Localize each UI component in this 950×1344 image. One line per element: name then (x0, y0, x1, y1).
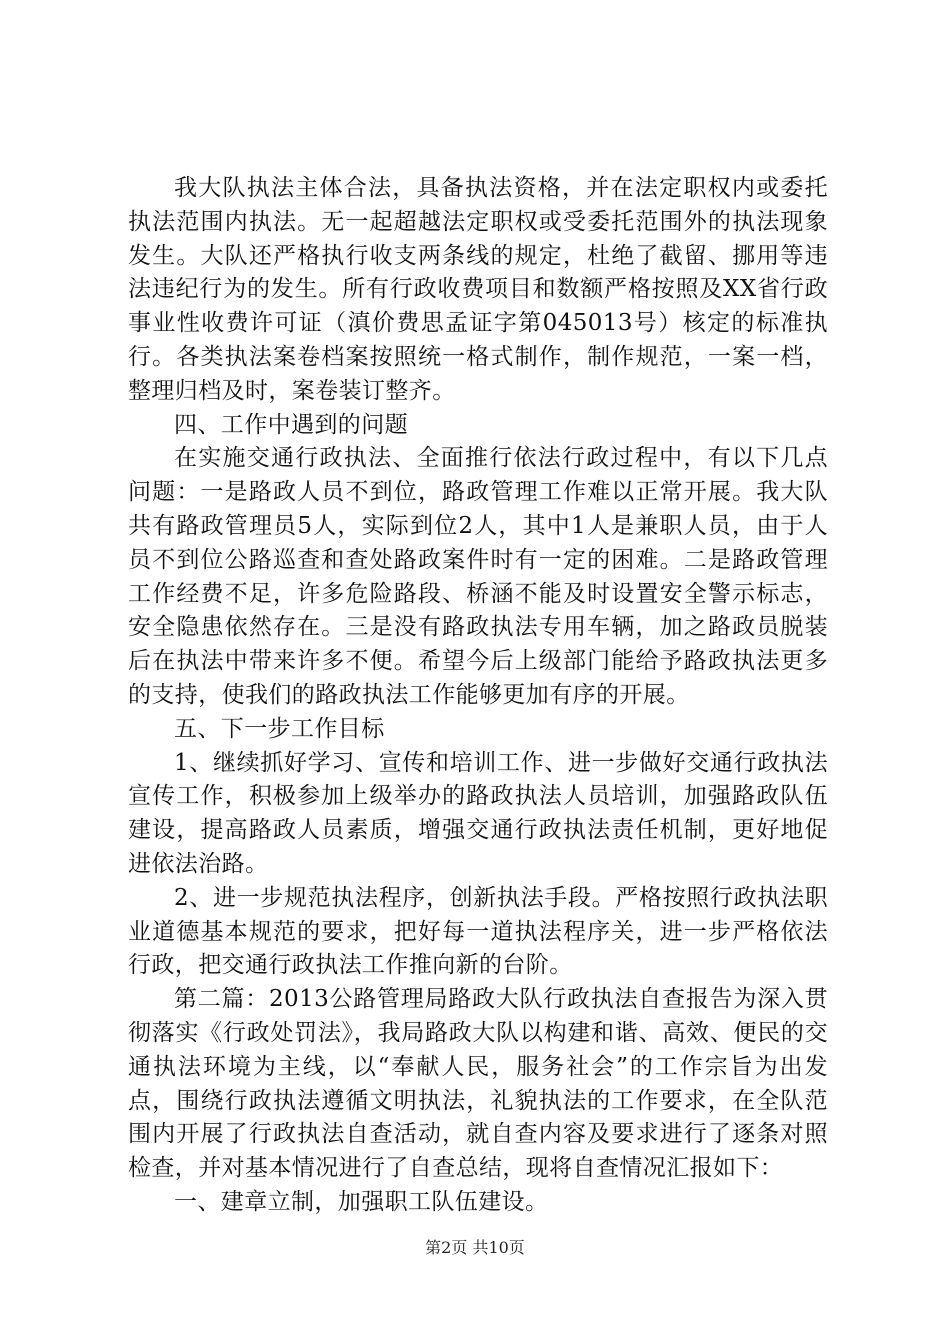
page-number-footer: 第2页 共10页 (425, 1238, 525, 1257)
document-body (128, 172, 828, 1220)
section-heading-regulations: 一、建章立制，加强职工队伍建设。 (174, 1188, 549, 1215)
paragraph-problems: 在实施交通行政执法、全面推行依法行政过程中，有以下几点问题：一是路政人员不到位，路政管理工作难以正常开展。我大队共有路政管理员5人，实际到位2人，其中1人是兼职人员，由于人员不到位公路巡查和查处路政案件时有一定的困难。二是路政管理工作经费不足，许多危险路段、桥涵不能及时设置安全警示标志，安全隐患依然存在。三是没有路政执法专用车辆，加之路政员脱装后在执法中带来许多不便。希望今后上级部门能给予路政执法更多的支持，使我们的路政执法工作能够更加有序的开展。 (128, 445, 828, 708)
section-heading-next-goals: 五、下一步工作目标 (174, 715, 385, 742)
paragraph-goal-2: 2、进一步规范执法程序，创新执法手段。严格按照行政执法职业道德基本规范的要求，把好每一道执法程序关，进一步严格依法行政，把交通行政执法工作推向新的台阶。 (128, 884, 828, 979)
paragraph-goal-1: 1、继续抓好学习、宣传和培训工作、进一步做好交通行政执法宣传工作，积极参加上级举办的路政执法人员培训，加强路政队伍建设，提高路政人员素质，增强交通行政执法责任机制，更好地促进依法治路。 (128, 749, 828, 877)
paragraph-law-enforcement-subject: 我大队执法主体合法，具备执法资格，并在法定职权内或委托执法范围内执法。无一起超越法定职权或受委托范围外的执法现象发生。大队还严格执行收支两条线的规定，杜绝了截留、挪用等违法违纪行为的发生。所有行政收费项目和数额严格按照及XX省行政事业性收费许可证（滇价费思孟证字第045013号）核定的标准执行。各类执法案卷档案按照统一格式制作，制作规范，一案一档，整理归档及时，案卷装订整齐。 (128, 175, 828, 404)
paragraph-second-article: 第二篇：2013公路管理局路政大队行政执法自查报告为深入贯彻落实《行政处罚法》，我局路政大队以构建和谐、高效、便民的交通执法环境为主线，以“奉献人民，服务社会”的工作宗旨为出发点，围绕行政执法遵循文明执法，礼貌执法的工作要求，在全队范围内开展了行政执法自查活动，就自查内容及要求进行了逐条对照检查，并对基本情况进行了自查总结，现将自查情况汇报如下： (128, 986, 828, 1182)
section-heading-problems: 四、工作中遇到的问题 (174, 411, 408, 438)
